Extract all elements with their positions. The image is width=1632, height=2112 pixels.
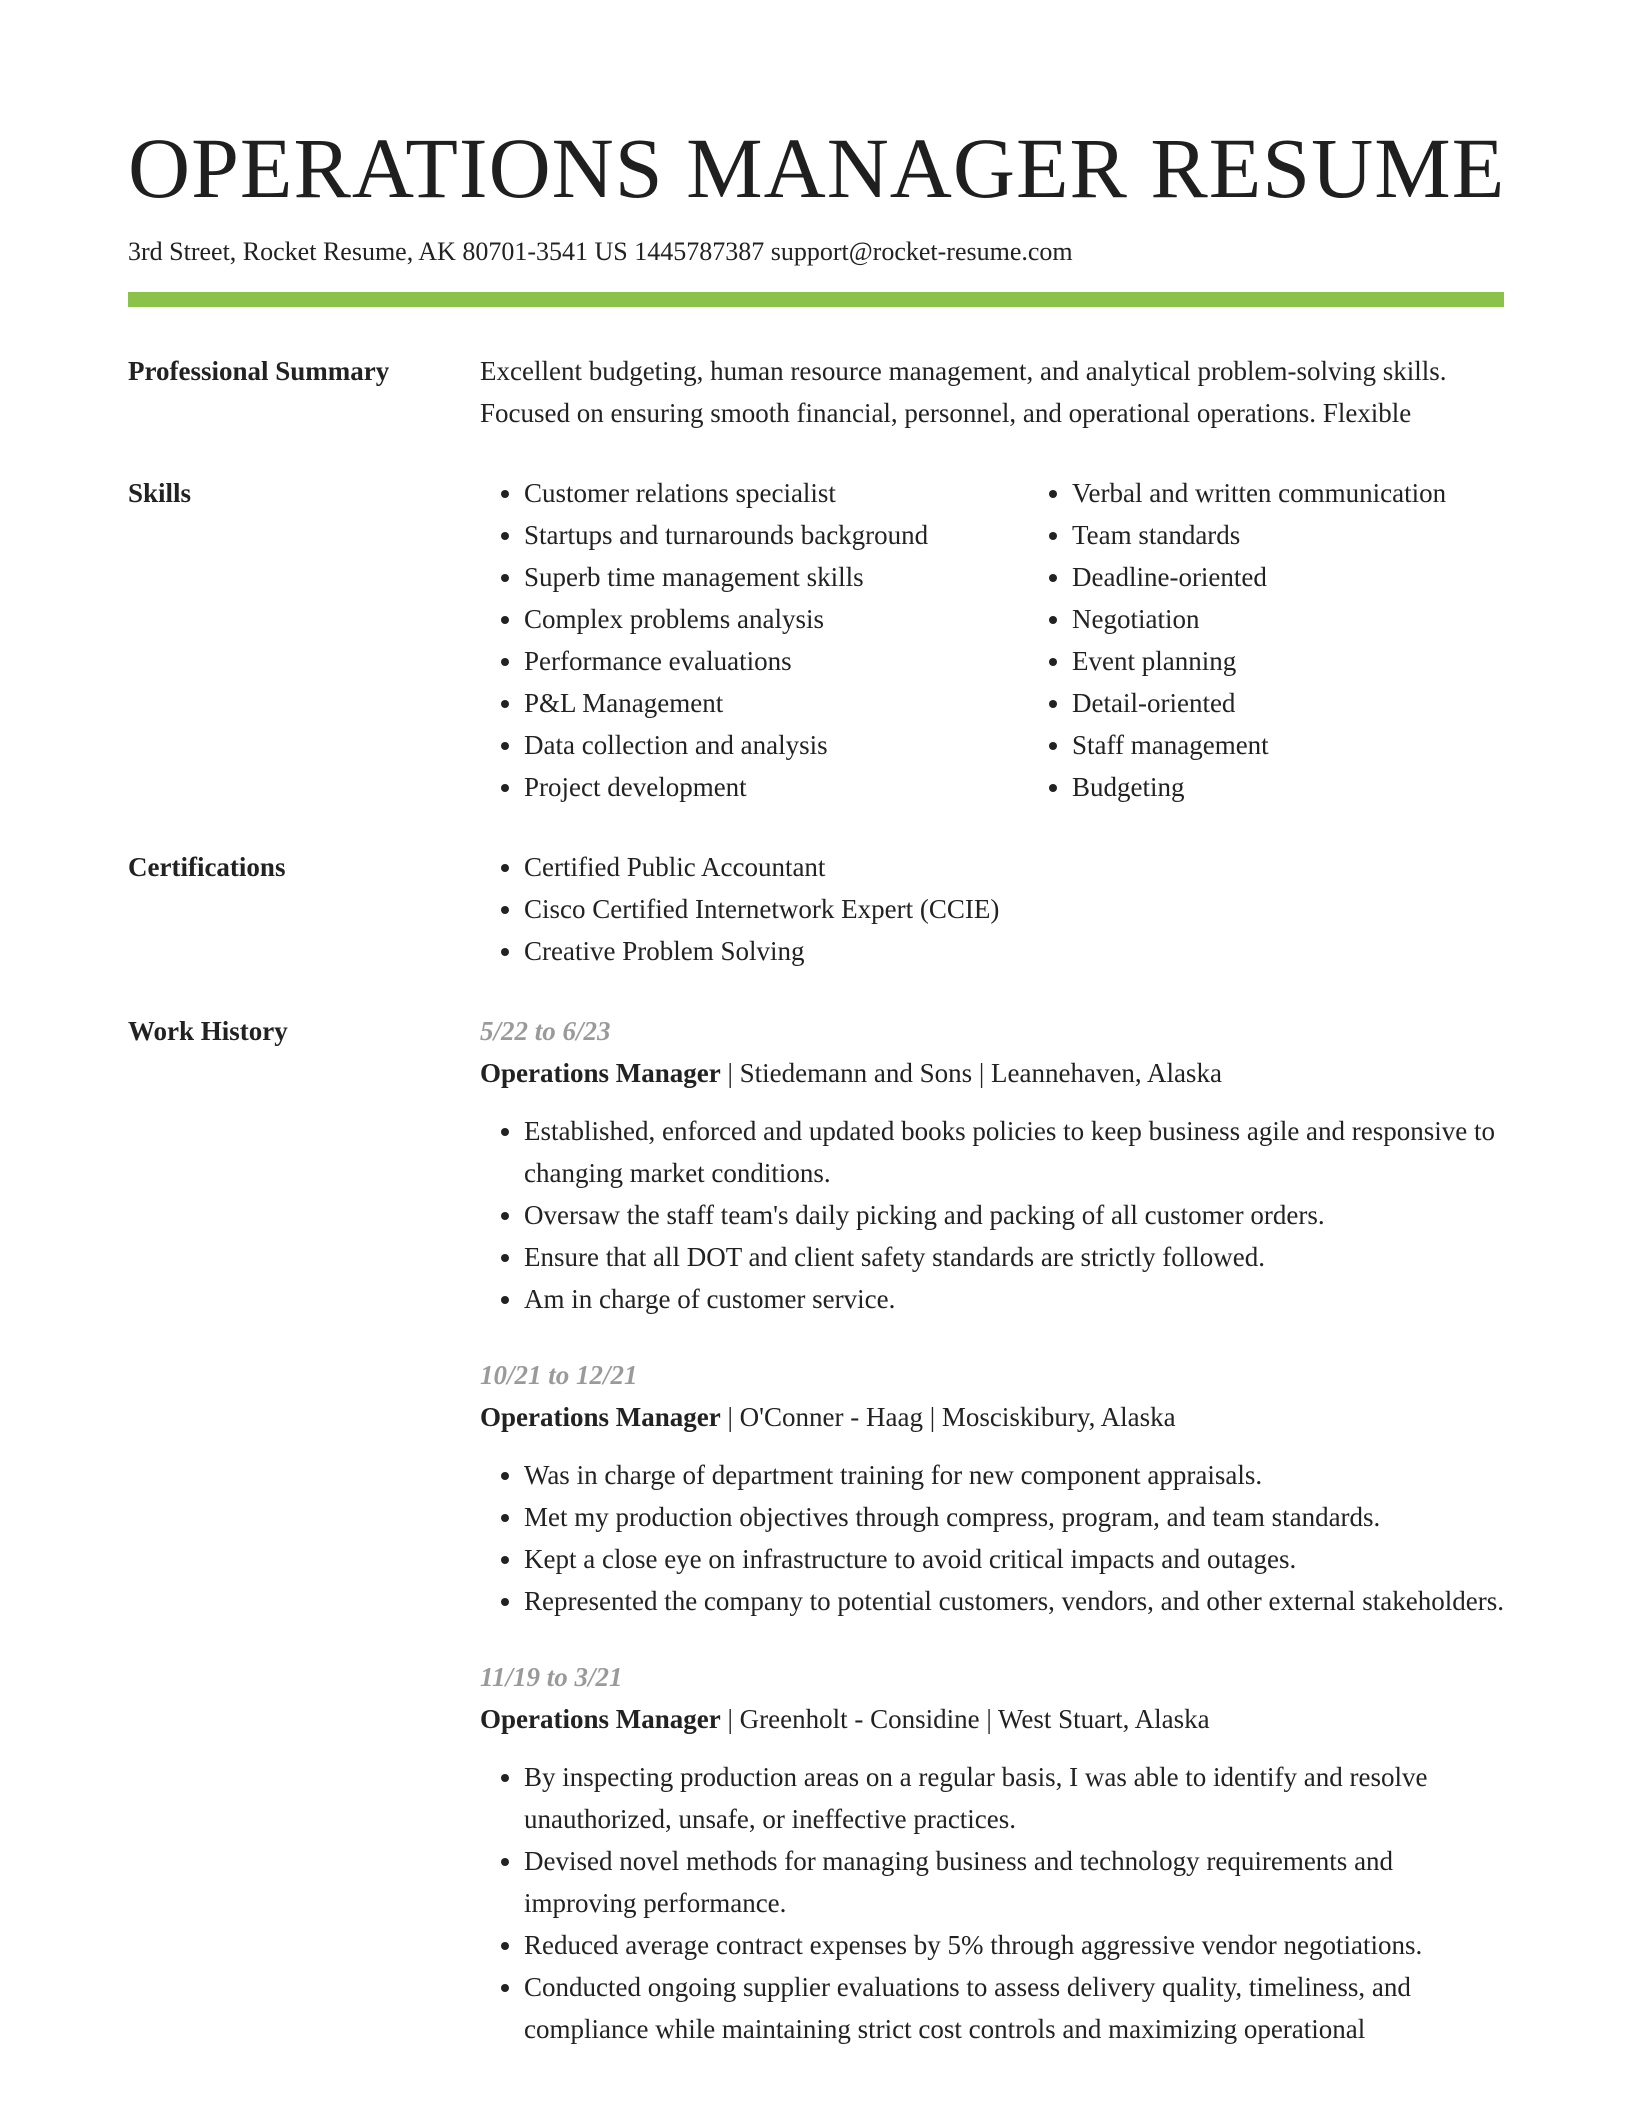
job-bullet: • Met my production objectives through compress, program, and team standards. (524, 1496, 1504, 1538)
job-details: | O'Conner - Haag | Mosciskibury, Alaska (720, 1402, 1176, 1432)
job-bullet: • Represented the company to potential customers, vendors, and other external stakeholders. (524, 1580, 1504, 1622)
job-title: Operations Manager (480, 1058, 721, 1088)
summary-content (480, 350, 1504, 434)
skill-item: • Staff management (1072, 724, 1446, 766)
skill-item: • Event planning (1072, 640, 1446, 682)
skills-column-1 (480, 472, 1028, 808)
work-history-section (128, 1016, 1504, 2050)
job-bullets (480, 1110, 1504, 1320)
job-entry (480, 1354, 1504, 1622)
skill-item: • Project development (524, 766, 1028, 808)
skills-section (128, 478, 1504, 808)
summary-label: Professional Summary (128, 356, 390, 386)
skill-item: • Startups and turnarounds background (524, 514, 1028, 556)
resume-title: OPERATIONS MANAGER RESUME (128, 120, 1506, 216)
job-bullet: • Oversaw the staff team's daily picking and packing of all customer orders. (524, 1194, 1504, 1236)
skill-item: • Verbal and written communication (1072, 472, 1446, 514)
skill-item: • Data collection and analysis (524, 724, 1028, 766)
certification-item: • Cisco Certified Internetwork Expert (CCIE) (524, 888, 1504, 930)
job-dates: 5/22 to 6/23 (480, 1016, 611, 1046)
skills-column-2 (1028, 472, 1446, 808)
job-entry (480, 1010, 1504, 1320)
job-details: | Greenholt - Considine | West Stuart, Alaska (720, 1704, 1210, 1734)
job-dates: 10/21 to 12/21 (480, 1360, 638, 1390)
job-bullet: • Reduced average contract expenses by 5% through aggressive vendor negotiations. (524, 1924, 1504, 1966)
skills-label: Skills (128, 478, 192, 508)
skill-item: • Complex problems analysis (524, 598, 1028, 640)
skill-item: • Superb time management skills (524, 556, 1028, 598)
skill-item: • Customer relations specialist (524, 472, 1028, 514)
skill-item: • Negotiation (1072, 598, 1446, 640)
skills-content (480, 472, 1504, 808)
job-heading (480, 1396, 1504, 1438)
skill-item: • Detail-oriented (1072, 682, 1446, 724)
job-bullet: • Ensure that all DOT and client safety standards are strictly followed. (524, 1236, 1504, 1278)
certifications-list (480, 846, 1504, 972)
summary-section (128, 356, 1504, 434)
job-bullet: • Conducted ongoing supplier evaluations to assess delivery quality, timeliness, and compliance while maintaining strict cost controls and maximizing operational (524, 1966, 1504, 2050)
job-details: | Stiedemann and Sons | Leannehaven, Alaska (720, 1058, 1222, 1088)
job-title: Operations Manager (480, 1704, 721, 1734)
job-title: Operations Manager (480, 1402, 721, 1432)
work-history-content (480, 1010, 1504, 2050)
job-heading (480, 1052, 1504, 1094)
resume-page (128, 118, 1504, 2050)
work-history-label: Work History (128, 1016, 288, 1046)
certifications-label: Certifications (128, 852, 286, 882)
summary-text: Excellent budgeting, human resource management, and analytical problem-solving skills. Focused on ensuring smooth financial, personnel, and operational operations. Flexible (480, 356, 1447, 428)
contact-info: 3rd Street, Rocket Resume, AK 80701-3541 US 1445787387 support@rocket-resume.com (128, 237, 1073, 266)
job-bullet: • Kept a close eye on infrastructure to avoid critical impacts and outages. (524, 1538, 1504, 1580)
header-divider (128, 292, 1504, 307)
job-bullet: • Was in charge of department training for new component appraisals. (524, 1454, 1504, 1496)
job-entry (480, 1656, 1504, 2050)
skill-item: • Budgeting (1072, 766, 1446, 808)
job-bullet: • Established, enforced and updated books policies to keep business agile and responsive to changing market conditions. (524, 1110, 1504, 1194)
skill-item: • Performance evaluations (524, 640, 1028, 682)
certification-item: • Certified Public Accountant (524, 846, 1504, 888)
job-dates: 11/19 to 3/21 (480, 1662, 623, 1692)
skill-item: • Team standards (1072, 514, 1446, 556)
job-bullet: • Am in charge of customer service. (524, 1278, 1504, 1320)
job-bullet: • By inspecting production areas on a regular basis, I was able to identify and resolve unauthorized, unsafe, or ineffective practices. (524, 1756, 1504, 1840)
certification-item: • Creative Problem Solving (524, 930, 1504, 972)
job-heading (480, 1698, 1504, 1740)
skill-item: • P&L Management (524, 682, 1028, 724)
job-bullet: • Devised novel methods for managing business and technology requirements and improving performance. (524, 1840, 1504, 1924)
certifications-section (128, 852, 1504, 972)
skill-item: • Deadline-oriented (1072, 556, 1446, 598)
certifications-content (480, 846, 1504, 972)
job-bullets (480, 1454, 1504, 1622)
job-bullets (480, 1756, 1504, 2050)
